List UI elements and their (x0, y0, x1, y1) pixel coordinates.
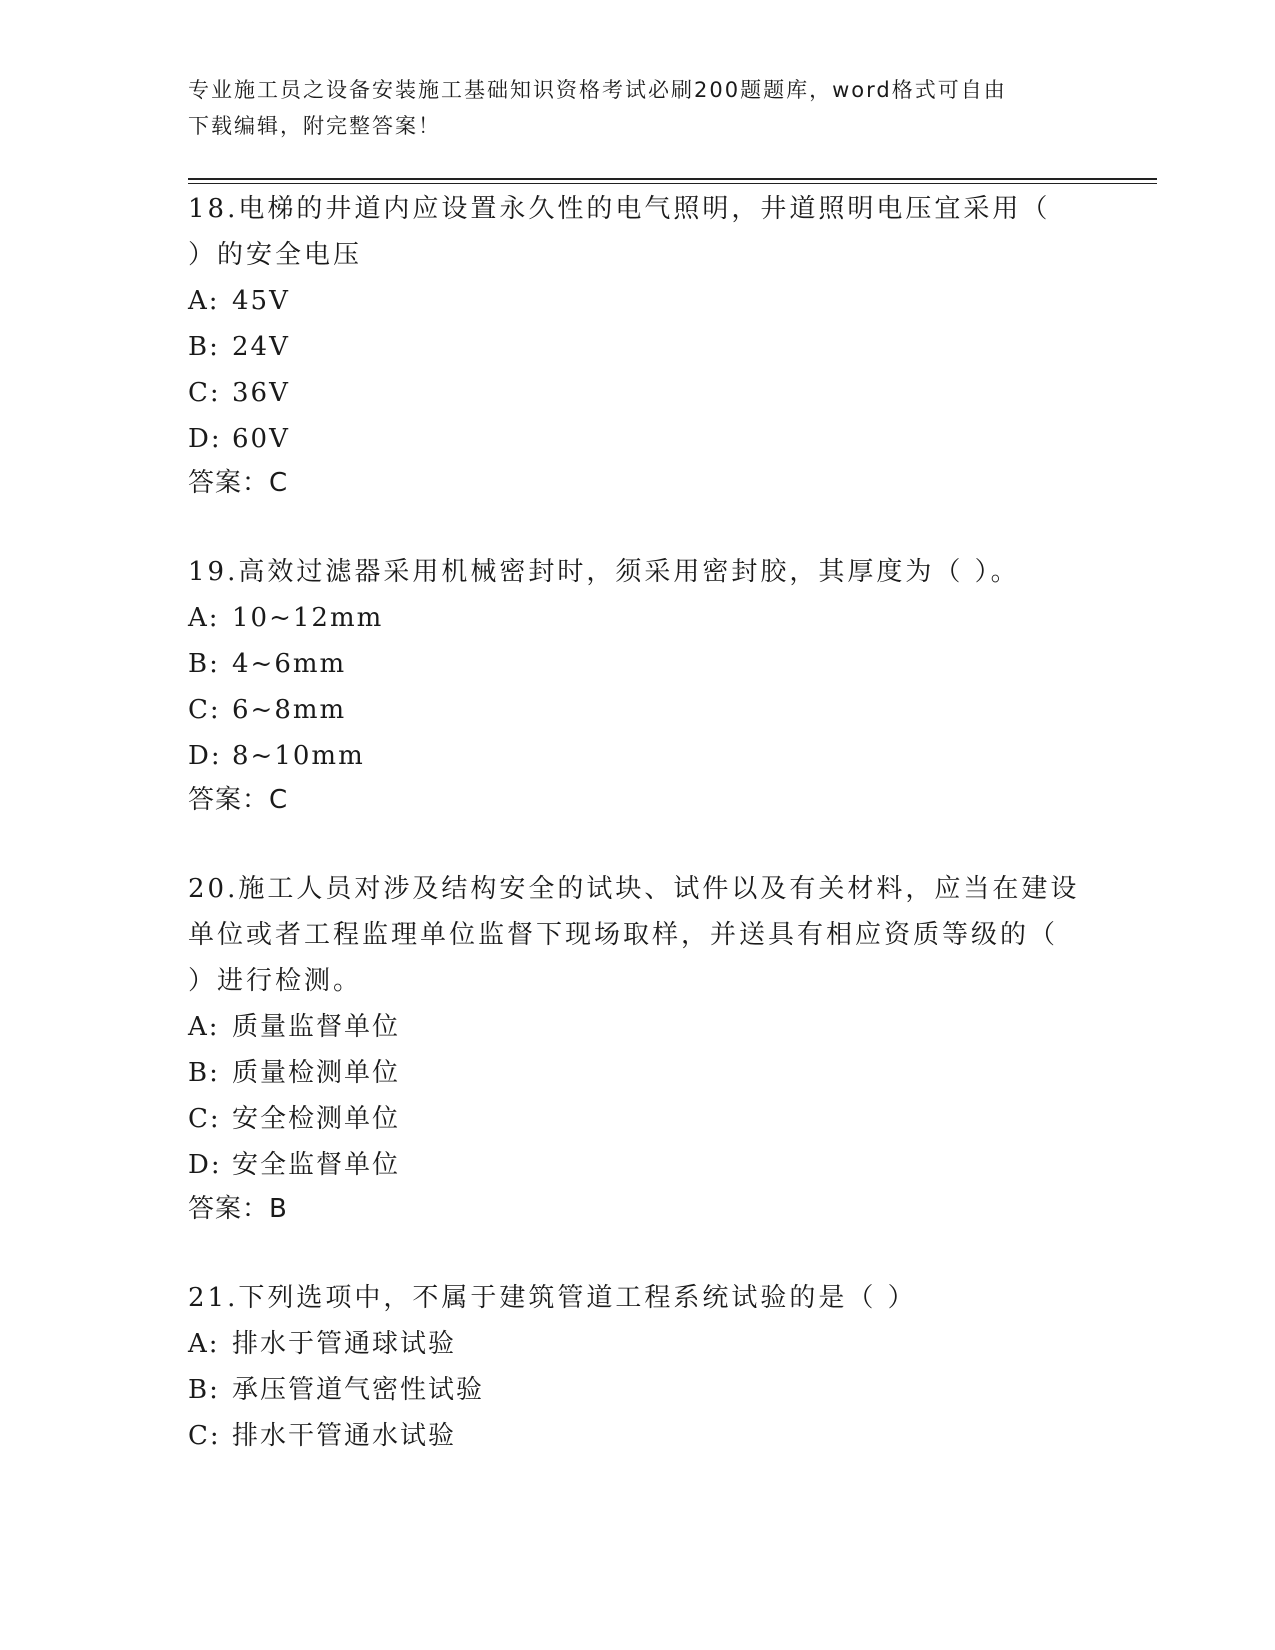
header-rule-thick (188, 178, 1157, 180)
option-text: 8~10mm (232, 741, 365, 771)
question-20 (188, 866, 1088, 1230)
option-c (188, 1096, 1088, 1142)
option-key: A: (188, 286, 220, 316)
option-text: 安全监督单位 (232, 1150, 401, 1180)
option-key: C: (188, 695, 221, 725)
option-key: B: (188, 649, 220, 679)
option-d (188, 416, 1088, 462)
question-19 (188, 549, 1088, 821)
question-stem-line: 18.电梯的井道内应设置永久性的电气照明，井道照明电压宜采用（ (188, 194, 1051, 224)
document-header (188, 72, 1068, 144)
option-b (188, 324, 1088, 370)
option-key: C: (188, 1104, 221, 1134)
option-b (188, 1367, 1088, 1413)
option-c (188, 1413, 1088, 1459)
option-text: 45V (232, 286, 290, 316)
header-line-1: 专业施工员之设备安装施工基础知识资格考试必刷200题题库，word格式可自由 (188, 78, 1007, 102)
option-key: C: (188, 1421, 221, 1451)
option-key: A: (188, 1329, 220, 1359)
question-stem-line: 19.高效过滤器采用机械密封时，须采用密封胶，其厚度为（ ）。 (188, 557, 1020, 587)
option-key: C: (188, 378, 221, 408)
option-key: D: (188, 424, 222, 454)
option-text: 质量检测单位 (232, 1058, 401, 1088)
option-b (188, 1050, 1088, 1096)
option-text: 24V (232, 332, 290, 362)
question-21 (188, 1275, 1088, 1459)
question-stem-line: 单位或者工程监理单位监督下现场取样，并送具有相应资质等级的（ (188, 920, 1059, 950)
header-rule-thin (188, 183, 1157, 184)
answer-line: 答案：C (188, 468, 289, 498)
option-b (188, 641, 1088, 687)
answer-line: 答案：C (188, 785, 289, 815)
option-text: 6~8mm (232, 695, 347, 725)
option-key: B: (188, 1058, 220, 1088)
option-key: D: (188, 1150, 222, 1180)
question-stem-line: ）进行检测。 (188, 966, 363, 996)
answer-line: 答案：B (188, 1194, 288, 1224)
option-a (188, 1004, 1088, 1050)
option-text: 质量监督单位 (232, 1012, 401, 1042)
option-text: 4~6mm (232, 649, 347, 679)
option-text: 10~12mm (232, 603, 384, 633)
option-key: A: (188, 1012, 220, 1042)
option-text: 排水于管通球试验 (232, 1329, 457, 1359)
option-text: 60V (232, 424, 290, 454)
option-key: B: (188, 1375, 220, 1405)
option-a (188, 278, 1088, 324)
option-text: 承压管道气密性试验 (232, 1375, 485, 1405)
option-c (188, 370, 1088, 416)
option-a (188, 595, 1088, 641)
question-stem-line: 20.施工人员对涉及结构安全的试块、试件以及有关材料，应当在建设 (188, 874, 1080, 904)
question-18 (188, 186, 1088, 504)
option-text: 排水干管通水试验 (232, 1421, 457, 1451)
option-key: A: (188, 603, 220, 633)
question-list (188, 186, 1088, 1504)
option-d (188, 733, 1088, 779)
question-stem-line: 21.下列选项中，不属于建筑管道工程系统试验的是（ ） (188, 1283, 917, 1313)
option-a (188, 1321, 1088, 1367)
question-stem-line: ）的安全电压 (188, 240, 363, 270)
option-text: 36V (232, 378, 290, 408)
option-key: B: (188, 332, 220, 362)
option-c (188, 687, 1088, 733)
option-text: 安全检测单位 (232, 1104, 401, 1134)
option-d (188, 1142, 1088, 1188)
option-key: D: (188, 741, 222, 771)
header-line-2: 下载编辑，附完整答案！ (188, 114, 441, 138)
